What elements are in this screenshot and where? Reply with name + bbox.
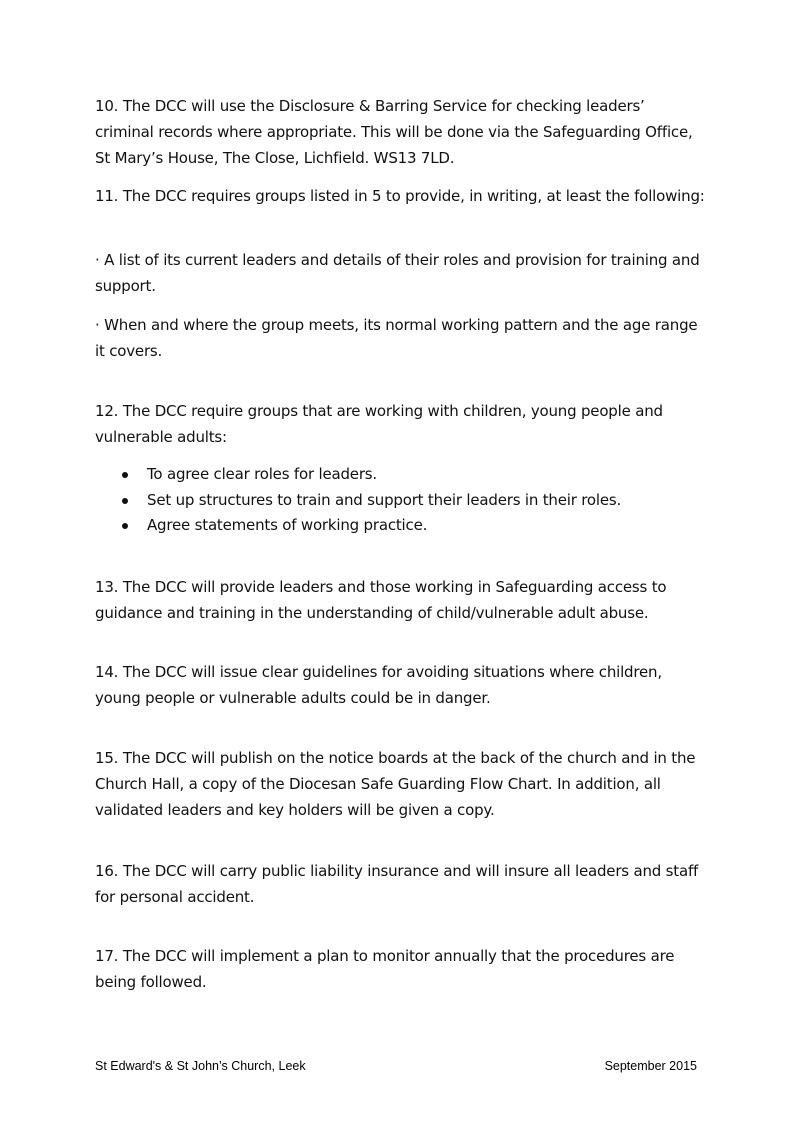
bullet-dot <box>122 523 128 529</box>
paragraph-10: 10. The DCC will use the Disclosure & Barring Service for checking leaders’ criminal records where appropriate. This will be done via the Safeguarding Office, St Mary’s House, The Close, Lichfield. WS13 7LD. <box>95 97 693 167</box>
bullet-text: Set up structures to train and support their leaders in their roles. <box>147 490 622 509</box>
paragraph-11-item-meetings: · When and where the group meets, its normal working pattern and the age range it covers. <box>95 316 698 360</box>
bullet-dot <box>122 498 128 504</box>
paragraph-15: 15. The DCC will publish on the notice boards at the back of the church and in the Church Hall, a copy of the Diocesan Safe Guarding Flow Chart. In addition, all validated leaders and key holders will be given a copy. <box>95 749 696 819</box>
paragraph-12-bullet-list <box>95 462 621 539</box>
paragraph-11-item-leaders: · A list of its current leaders and details of their roles and provision for training and support. <box>95 251 700 295</box>
footer-church-name: St Edward's & St John’s Church, Leek <box>95 1059 306 1073</box>
bullet-item <box>95 513 621 539</box>
paragraph-17: 17. The DCC will implement a plan to monitor annually that the procedures are being followed. <box>95 947 675 991</box>
bullet-item <box>95 462 621 488</box>
paragraph-12: 12. The DCC require groups that are working with children, young people and vulnerable adults: <box>95 402 663 446</box>
bullet-text: Agree statements of working practice. <box>147 516 428 534</box>
paragraph-14: 14. The DCC will issue clear guidelines for avoiding situations where children, young people or vulnerable adults could be in danger. <box>95 663 662 707</box>
bullet-dot <box>122 472 128 478</box>
footer-date: September 2015 <box>604 1059 697 1073</box>
paragraph-13: 13. The DCC will provide leaders and those working in Safeguarding access to guidance and training in the understanding of child/vulnerable adult abuse. <box>95 578 667 622</box>
bullet-item <box>95 488 621 514</box>
paragraph-11: 11. The DCC requires groups listed in 5 to provide, in writing, at least the following: <box>95 187 705 205</box>
paragraph-16: 16. The DCC will carry public liability insurance and will insure all leaders and staff for personal accident. <box>95 862 699 906</box>
bullet-text: To agree clear roles for leaders. <box>147 465 377 483</box>
